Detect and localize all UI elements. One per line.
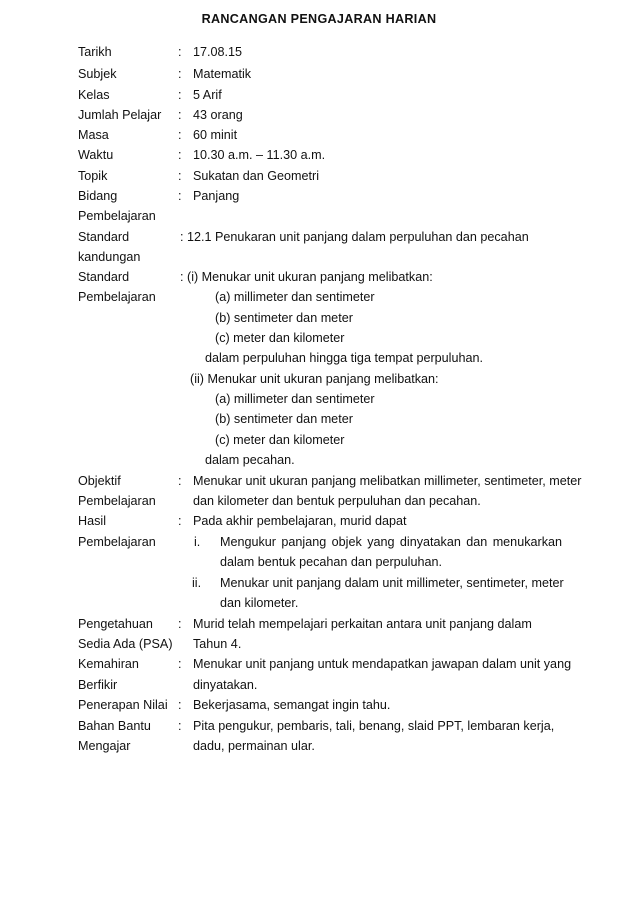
field-label: Sedia Ada (PSA) [78,637,173,651]
sp-line [0,308,638,328]
field-value-line: Menukar unit ukuran panjang melibatkan millimeter, sentimeter, meter [193,474,582,488]
field-value-line: dinyatakan. [193,678,258,692]
field-label: Tarikh [78,45,112,59]
list-number: i. [194,535,201,549]
field-label: Pembelajaran [78,290,156,304]
field-label: Objektif [78,474,121,488]
field-nilai [0,695,638,715]
field-value-line: Menukar unit panjang untuk mendapatkan jawapan dalam unit yang [193,657,572,671]
list-item-text: dalam bentuk pecahan dan perpuluhan. [220,555,442,569]
field-label: Standard [78,270,130,284]
field-standard-kandungan-cont [0,247,638,267]
field-kemahiran [0,654,638,674]
field-label: Standard [78,230,130,244]
field-value-line: (ii) Menukar unit ukuran panjang melibatkan: [190,372,439,386]
field-label: kandungan [78,250,141,264]
field-value-line: dalam perpuluhan hingga tiga tempat perpuluhan. [205,351,483,365]
field-value: Matematik [193,67,252,81]
field-label: Bidang [78,189,118,203]
sp-line [0,348,638,368]
field-label: Pembelajaran [78,535,156,549]
field-value: 17.08.15 [193,45,243,59]
field-masa [0,125,638,145]
field-hasil-item-2-cont [0,593,638,613]
field-label: Masa [78,128,109,142]
separator: : [178,108,182,122]
separator: : [178,514,182,528]
field-label: Mengajar [78,739,131,753]
field-label: Waktu [78,148,114,162]
sp-line [0,430,638,450]
field-value-line: Pada akhir pembelajaran, murid dapat [193,514,407,528]
field-standard-pembelajaran [0,267,638,287]
list-number: ii. [192,576,202,590]
field-waktu [0,145,638,165]
field-value-line: dan kilometer dan bentuk perpuluhan dan pecahan. [193,494,481,508]
field-value-line: (b) sentimeter dan meter [215,412,353,426]
field-label: Pengetahuan [78,617,153,631]
separator: : [178,617,182,631]
separator: : [178,189,182,203]
field-label: Jumlah Pelajar [78,108,162,122]
separator: : [178,67,182,81]
field-value-line: Murid telah mempelajari perkaitan antara unit panjang dalam [193,617,532,631]
field-hasil-item-2 [0,573,638,593]
field-value-line: (a) millimeter dan sentimeter [215,392,375,406]
page-title: RANCANGAN PENGAJARAN HARIAN [201,12,437,26]
list-item-text: Mengukur panjang objek yang dinyatakan dan menukarkan [220,535,562,549]
sp-line [0,328,638,348]
sp-line [0,450,638,470]
field-bidang-cont [0,206,638,226]
field-value-line: Pita pengukur, pembaris, tali, benang, slaid PPT, lembaran kerja, [193,719,555,733]
field-psa-cont [0,634,638,654]
field-value: Sukatan dan Geometri [193,169,320,183]
sp-line [0,389,638,409]
field-hasil-item-1-cont [0,552,638,572]
field-value: 60 minit [193,128,238,142]
field-value-line: dalam pecahan. [205,453,295,467]
field-tarikh [0,42,638,62]
field-kelas [0,85,638,105]
field-label: Kelas [78,88,110,102]
field-value: 5 Arif [193,88,222,102]
separator: : [178,148,182,162]
field-value-line: (b) sentimeter dan meter [215,311,353,325]
list-item-text: Menukar unit panjang dalam unit millimeter, sentimeter, meter [220,576,564,590]
field-value: 43 orang [193,108,243,122]
separator: : [178,88,182,102]
field-value: 10.30 a.m. – 11.30 a.m. [193,148,326,162]
field-label: Topik [78,169,108,183]
field-subjek [0,64,638,84]
separator: : [178,128,182,142]
field-value: : 12.1 Penukaran unit panjang dalam perpuluhan dan pecahan [180,230,529,244]
field-value-line: (c) meter dan kilometer [215,433,345,447]
field-label: Bahan Bantu [78,719,151,733]
sp-line [0,409,638,429]
separator: : [178,657,182,671]
field-hasil-item-1 [0,532,638,552]
field-value-line: dadu, permainan ular. [193,739,315,753]
field-standard-kandungan [0,227,638,247]
field-bahan-cont [0,736,638,756]
field-hasil [0,511,638,531]
field-value: Bekerjasama, semangat ingin tahu. [193,698,391,712]
list-item-text: dan kilometer. [220,596,299,610]
field-jumlah-pelajar [0,105,638,125]
field-label: Pembelajaran [78,209,156,223]
field-objektif [0,471,638,491]
field-value-line: Tahun 4. [193,637,242,651]
separator: : [178,45,182,59]
field-label: Hasil [78,514,106,528]
field-bahan [0,716,638,736]
field-bidang [0,186,638,206]
field-label: Berfikir [78,678,118,692]
field-value-line: (c) meter dan kilometer [215,331,345,345]
field-label: Kemahiran [78,657,139,671]
field-psa [0,614,638,634]
field-objektif-cont [0,491,638,511]
sp-line [0,369,638,389]
field-kemahiran-cont [0,675,638,695]
field-value-line: (a) millimeter dan sentimeter [215,290,375,304]
separator: : [178,719,182,733]
separator: : [178,169,182,183]
field-standard-pembelajaran-cont [0,287,638,307]
field-label: Pembelajaran [78,494,156,508]
field-value: Panjang [193,189,240,203]
field-label: Penerapan Nilai [78,698,168,712]
field-label: Subjek [78,67,117,81]
field-topik [0,166,638,186]
field-value-line: : (i) Menukar unit ukuran panjang melibatkan: [180,270,433,284]
separator: : [178,698,182,712]
separator: : [178,474,182,488]
